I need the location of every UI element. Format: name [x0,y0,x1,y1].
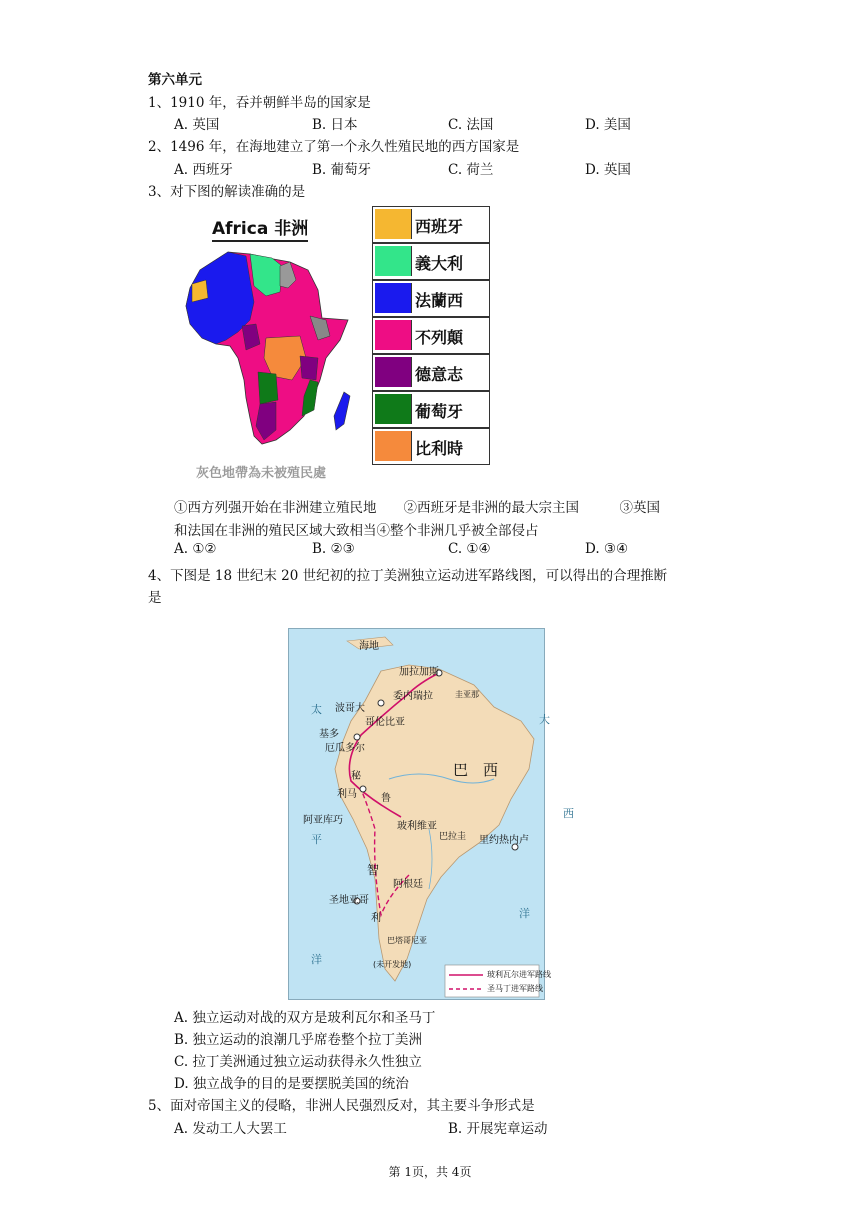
africa-map-caption: 灰色地帶為未被殖民處 [196,466,327,481]
map-label-santiago: 圣地亚哥 [329,895,369,906]
map-label-peru-b: 鲁 [381,793,391,804]
q3-option-a: A. ①② [174,541,217,557]
legend-label-portugal: 葡萄牙 [415,402,464,421]
page-footer: 第 1页，共 4页 [388,1165,472,1179]
q4-option-a: A. 独立运动对战的双方是玻利瓦尔和圣马丁 [174,1010,436,1026]
q3-statements-line2: 和法国在非洲的殖民区域大致相当④整个非洲几乎被全部侵占 [174,523,539,539]
ocean-label-yang-right: 洋 [519,907,530,920]
q2-option-c: C. 荷兰 [448,162,494,178]
map-label-venezuela: 委内瑞拉 [393,691,433,702]
map-label-arequipa: 阿亚库巧 [303,815,343,826]
map-label-bogota: 波哥大 [335,703,365,714]
question-1-stem: 1、1910 年，吞并朝鲜半岛的国家是 [148,95,371,111]
legend-item-italy [372,243,490,280]
map-label-chile-a: 智 [367,863,380,877]
legend-swatch-belgium [375,431,412,461]
legend-item-belgium [372,428,490,465]
q1-option-c: C. 法国 [448,117,494,133]
legend-item-france [372,280,490,317]
question-4-stem-line2: 是 [148,590,162,606]
ocean-label-xi: 西 [563,807,574,820]
q1-option-a: A. 英国 [174,117,220,133]
legend-swatch-france [375,283,412,313]
legend-label-britain: 不列顛 [415,328,464,347]
map-label-haiti: 海地 [359,641,379,652]
map-label-patagonia: 巴塔哥尼亚 [387,936,427,945]
legend-label-germany: 德意志 [415,365,464,384]
map-label-unexplored: (未开发地) [373,960,412,969]
legend-label-italy: 義大利 [415,254,464,273]
map-label-ecuador: 厄瓜多尔 [325,743,365,754]
africa-map-title: Africa 非洲 [212,214,308,242]
map-label-chile-b: 利 [371,913,381,924]
map-label-paraguay: 巴拉圭 [439,832,467,842]
unit-title: 第六单元 [148,72,202,88]
legend-label-belgium: 比利時 [415,439,464,458]
legend-item-britain [372,317,490,354]
map-label-caracas: 加拉加斯 [399,667,439,678]
q2-option-d: D. 英国 [585,162,631,178]
q4-option-b: B. 独立运动的浪潮几乎席卷整个拉丁美洲 [174,1032,423,1048]
map-label-rio: 里约热内卢 [479,835,529,846]
map-label-bolivia: 玻利维亚 [397,821,437,832]
q4-option-c: C. 拉丁美洲通过独立运动获得永久性独立 [174,1054,422,1070]
legend-label-spain: 西班牙 [415,217,464,236]
map-legend-san-martin: 圣马丁进军路线 [487,984,543,993]
legend-item-spain [372,206,490,243]
map-label-lima: 利马 [337,789,357,800]
legend-item-portugal [372,391,490,428]
map-label-brazil: 巴 西 [453,761,499,779]
q3-statements-line1: ①西方列强开始在非洲建立殖民地 ②西班牙是非洲的最大宗主国 ③英国 [174,500,660,516]
legend-swatch-italy [375,246,412,276]
legend-swatch-spain [375,209,412,239]
question-3-stem: 3、对下图的解读准确的是 [148,184,306,200]
q4-option-d: D. 独立战争的目的是要摆脱美国的统治 [174,1076,409,1092]
ocean-label-yang-left: 洋 [311,953,322,966]
q1-option-d: D. 美国 [585,117,631,133]
map-label-peru-a: 秘 [351,771,361,782]
latin-america-independence-map [288,628,574,1000]
q2-option-a: A. 西班牙 [174,162,233,178]
q5-option-b: B. 开展宪章运动 [448,1121,548,1137]
ocean-label-da: 大 [539,713,550,726]
legend-swatch-portugal [375,394,412,424]
map-label-colombia: 哥伦比亚 [365,717,405,728]
legend-swatch-germany [375,357,412,387]
question-2-stem: 2、1496 年，在海地建立了第一个永久性殖民地的西方国家是 [148,139,520,155]
ocean-label-tai: 太 [311,703,322,716]
map-label-quito: 基多 [319,729,339,740]
legend-label-france: 法蘭西 [415,291,464,310]
q3-option-c: C. ①④ [448,541,491,557]
legend-swatch-britain [375,320,412,350]
question-5-stem: 5、面对帝国主义的侵略，非洲人民强烈反对，其主要斗争形式是 [148,1098,535,1114]
q3-option-d: D. ③④ [585,541,629,557]
map-label-argentina: 阿根廷 [393,879,423,890]
legend-item-germany [372,354,490,391]
q1-option-b: B. 日本 [312,117,358,133]
q5-option-a: A. 发动工人大罢工 [174,1121,287,1137]
q2-option-b: B. 葡萄牙 [312,162,372,178]
map-label-guiana: 圭亚那 [455,690,479,699]
question-4-stem-line1: 4、下图是 18 世纪末 20 世纪初的拉丁美洲独立运动进军路线图，可以得出的合理推断 [148,568,668,584]
q3-option-b: B. ②③ [312,541,355,557]
africa-colonial-map [180,240,360,460]
ocean-label-ping: 平 [311,833,322,846]
map-legend-bolivar: 玻利瓦尔进军路线 [487,970,551,979]
